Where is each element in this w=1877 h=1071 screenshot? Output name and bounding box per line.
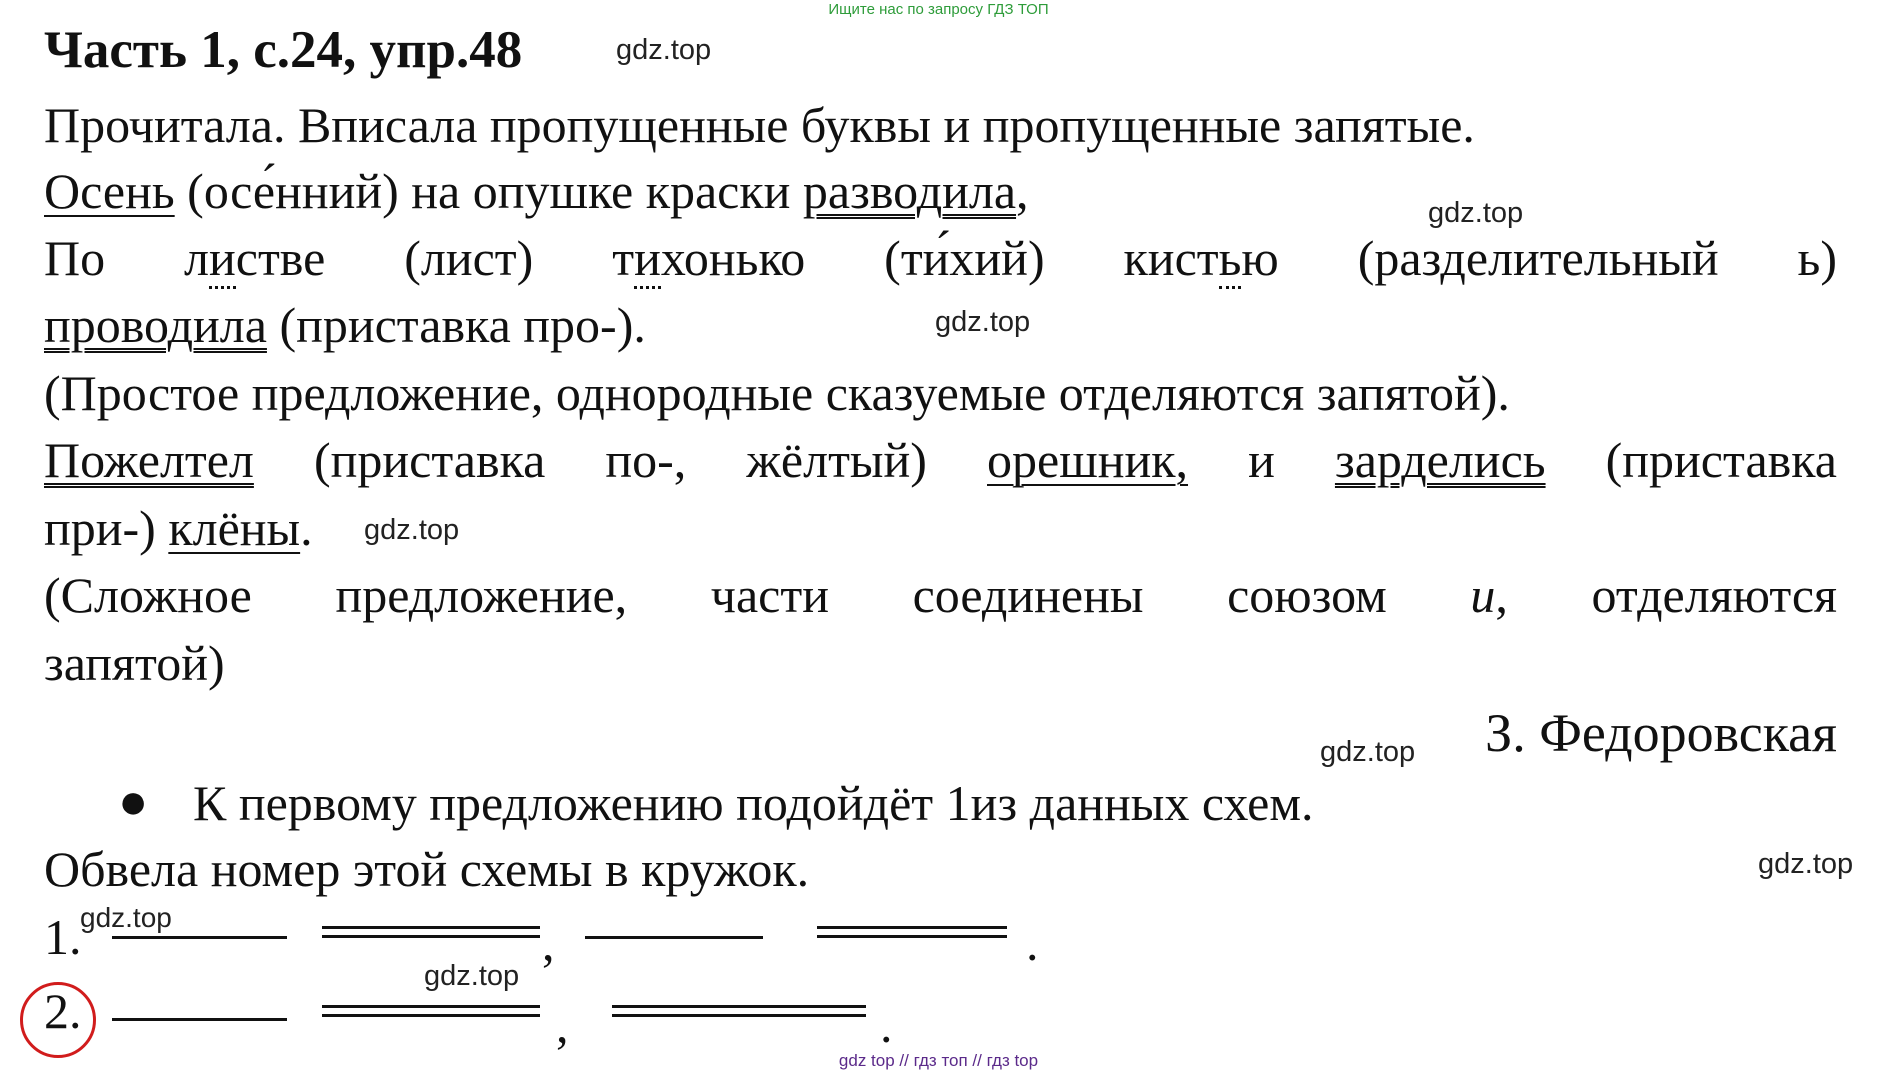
- watermark: gdz.top: [80, 902, 172, 933]
- scheme-2-predicate-line-2: [612, 1005, 866, 1017]
- scheme-1-end: .: [1026, 915, 1039, 971]
- text-span: (ти́хий): [805, 230, 1124, 286]
- word-part: стве: [235, 230, 326, 286]
- page-title: Часть 1, с.24, упр.48: [44, 21, 523, 79]
- intro-text: Прочитала. Вписала пропущенные буквы и пропущенные запятые.: [44, 97, 1475, 153]
- text-span: (приставка по-, жёлтый): [253, 432, 987, 488]
- text-span: при-): [44, 500, 169, 556]
- inserted-letter: и: [209, 230, 236, 289]
- watermark: gdz.top: [1428, 197, 1524, 229]
- scheme-2-subject-line: [112, 1018, 287, 1021]
- text-span: .: [300, 500, 313, 556]
- sentence-2-note-line-2: запятой): [44, 635, 225, 691]
- text-span: По: [44, 230, 185, 286]
- watermark: gdz.top: [616, 34, 712, 66]
- subject-word: орешник,: [987, 432, 1189, 488]
- subject-word: Осень: [44, 163, 175, 219]
- bullet-text: К первому предложению подойдёт 1из данных схем.: [193, 775, 1314, 831]
- scheme-1-subject-line: [112, 936, 287, 939]
- text-span: (приставка: [1545, 432, 1837, 488]
- word-part: л: [184, 230, 209, 286]
- scheme-1-predicate-line-2: [817, 926, 1007, 938]
- word-part: хонько: [660, 230, 806, 286]
- task-text: Обвела номер этой схемы в кружок.: [44, 841, 810, 897]
- text-span: (приставка про-).: [266, 297, 646, 353]
- text-span: ,: [1016, 163, 1029, 219]
- predicate-word: проводила: [44, 297, 267, 353]
- sentence-2-line-1: [44, 427, 1837, 493]
- inserted-letter: и: [634, 230, 661, 289]
- sentence-2-line-2: [44, 495, 1837, 561]
- text-span: (Сложное предложение, части соединены союзом: [44, 567, 1471, 623]
- sentence-2-note-line-1: [44, 562, 1837, 628]
- sentence-1-note: (Простое предложение, однородные сказуемые отделяются запятой).: [44, 365, 1510, 421]
- scheme-2-end: .: [880, 997, 893, 1053]
- text-span: (разделительный ь): [1278, 230, 1838, 286]
- text-span: (осе́нний) на опушке краски: [174, 163, 803, 219]
- footer-watermark: gdz top // гдз топ // гдз top: [838, 1051, 1039, 1070]
- word-part: кист: [1123, 230, 1219, 286]
- scheme-2-predicate-line: [322, 1005, 540, 1017]
- word-part: ю: [1241, 230, 1279, 286]
- author: З. Федоровская: [1485, 703, 1837, 763]
- watermark: gdz.top: [364, 514, 460, 546]
- watermark: gdz.top: [1320, 736, 1416, 768]
- sentence-1-line-1: [44, 158, 1837, 224]
- watermark: gdz.top: [1758, 848, 1854, 880]
- word-part: т: [612, 230, 635, 286]
- scheme-1-predicate-line: [322, 926, 540, 938]
- scheme-1-comma: ,: [542, 915, 555, 971]
- predicate-word: зарделись: [1334, 432, 1546, 488]
- bullet-icon: ●: [118, 773, 149, 829]
- subject-word: клёны: [168, 500, 301, 556]
- scheme-2-number: 2.: [44, 983, 82, 1039]
- watermark: gdz.top: [935, 306, 1031, 338]
- predicate-word: разводила: [802, 163, 1017, 219]
- sentence-1-line-2: [44, 225, 1837, 291]
- watermark: gdz.top: [424, 960, 520, 992]
- scheme-1-number: 1.: [44, 909, 82, 965]
- text-span: и: [1188, 432, 1335, 488]
- scheme-2-comma: ,: [556, 997, 569, 1053]
- scheme-1-subject-line-2: [585, 936, 763, 939]
- text-span: (лист): [325, 230, 613, 286]
- text-span: , отделяются: [1495, 567, 1838, 623]
- top-ad-banner[interactable]: Ищите нас по запросу ГДЗ ТОП: [828, 1, 1049, 18]
- conjunction: и: [1470, 567, 1496, 623]
- predicate-word: Пожелтел: [44, 432, 254, 488]
- inserted-letter: ь: [1219, 230, 1242, 289]
